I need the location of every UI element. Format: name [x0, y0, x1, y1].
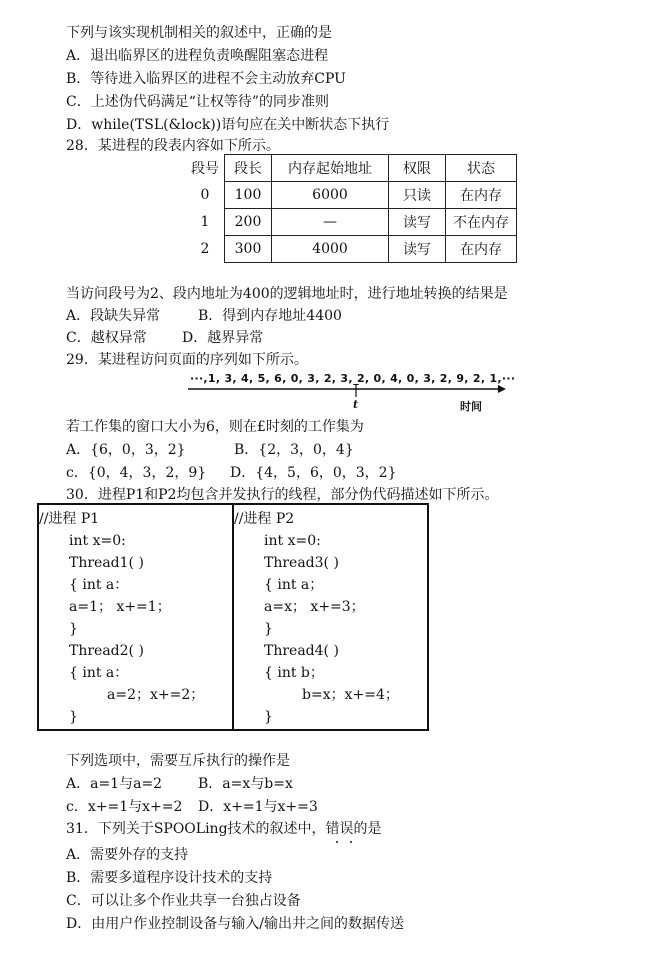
q27-option-a: A．退出临界区的进程负责唤醒阻塞态进程 [66, 48, 329, 64]
q27-option-c: C．上述伪代码满足“让权等待”的同步准则 [66, 94, 330, 110]
table-cell: 4000 [272, 236, 389, 263]
emphasis-dot [336, 841, 338, 843]
time-axis-label: 时间 [460, 400, 482, 413]
table-cell: 2 [200, 241, 210, 257]
col-header-segment-length: 段长 [225, 155, 272, 182]
col-header-start-address: 内存起始地址 [272, 155, 389, 182]
table-cell: 100 [225, 182, 272, 209]
table-row [186, 209, 517, 236]
q29-option-c: c．{0，4，3，2，9} [66, 465, 207, 481]
q28-stem: 28．某进程的段表内容如下所示。 [66, 138, 280, 154]
table-cell: 0 [200, 187, 210, 203]
t-marker-label: t [353, 398, 359, 411]
table-cell: — [272, 209, 389, 236]
q30-option-c: c．x+=1与x+=2 [66, 799, 183, 815]
table-cell: 在内存 [446, 236, 517, 263]
q31-stem: 31．下列关于SPOOLing技术的叙述中，错误的是 [66, 821, 382, 837]
q28-option-c: C．越权异常 [66, 330, 147, 346]
q27-stem: 下列与该实现机制相关的叙述中，正确的是 [66, 25, 332, 41]
p1-code-line: { int a： [69, 665, 129, 681]
table-cell: 不在内存 [446, 209, 517, 236]
p1-code-line: } [69, 709, 78, 725]
p2-code-line: int x=0: [264, 533, 321, 549]
q29-question: 若工作集的窗口大小为6，则在£时刻的工作集为 [66, 419, 364, 435]
p2-code-line: b=x；x+=4； [302, 687, 399, 703]
p2-code-line: } [264, 621, 273, 637]
q29-stem: 29．某进程访问页面的序列如下所示。 [66, 352, 308, 368]
table-row [186, 236, 517, 263]
table-cell: 读写 [389, 236, 446, 263]
q29-option-d: D．{4，5，6，0，3，2} [230, 465, 397, 481]
q31-option-a: A．需要外存的支持 [66, 847, 189, 863]
p2-code-line: { int b； [264, 665, 324, 681]
q30-option-b: B．a=x与b=x [198, 776, 293, 792]
p2-code-line: { int a； [264, 577, 324, 593]
q27-option-d: D．while(TSL(&lock))语句应在关中断状态下执行 [66, 117, 390, 133]
q31-option-d: D．由用户作业控制设备与输入/输出井之间的数据传送 [66, 916, 404, 932]
segment-table-header [186, 155, 517, 182]
table-row [186, 182, 517, 209]
table-cell: 200 [225, 209, 272, 236]
p1-code-line: Thread2( ) [69, 643, 144, 659]
p1-comment: //进程 P1 [39, 511, 100, 527]
col-header-permission: 权限 [389, 155, 446, 182]
pseudocode-box [37, 503, 429, 731]
q28-question: 当访问段号为2、段内地址为400的逻辑地址时，进行地址转换的结果是 [66, 286, 508, 302]
p1-code-line: Thread1( ) [69, 555, 144, 571]
table-cell: 读写 [389, 209, 446, 236]
table-cell: 300 [225, 236, 272, 263]
table-cell: 在内存 [446, 182, 517, 209]
p2-code-line: } [264, 709, 273, 725]
table-cell: 1 [200, 214, 210, 230]
q29-option-a: A．{6，0，3，2} [66, 442, 186, 458]
code-divider [232, 505, 234, 729]
p1-code-line: a=2；x+=2； [107, 687, 205, 703]
q31-option-c: C．可以让多个作业共享一台独占设备 [66, 893, 301, 909]
col-header-segment-no: 段号 [191, 161, 219, 177]
p1-code-line: } [69, 621, 78, 637]
p2-comment: //进程 P2 [234, 511, 295, 527]
q30-question: 下列选项中，需要互斥执行的操作是 [66, 753, 290, 769]
page-access-sequence: ···,1, 3, 4, 5, 6, 0, 3, 2, 3, 2, 0, 4, 0, 3, 2, 9, 2, 1,··· [190, 372, 516, 385]
p2-code-line: a=x； x+=3； [264, 599, 365, 615]
q27-option-b: B．等待进入临界区的进程不会主动放弃CPU [66, 71, 346, 87]
col-header-status: 状态 [446, 155, 517, 182]
p2-code-line: Thread3( ) [264, 555, 339, 571]
q30-option-d: D．x+=1与x+=3 [198, 799, 318, 815]
table-cell: 只读 [389, 182, 446, 209]
q29-option-b: B．{2，3，0，4} [234, 442, 354, 458]
p1-code-line: int x=0: [69, 533, 126, 549]
q30-option-a: A．a=1与a=2 [66, 776, 163, 792]
table-cell: 6000 [272, 182, 389, 209]
q30-stem: 30．进程P1和P2均包含并发执行的线程，部分伪代码描述如下所示。 [66, 487, 499, 503]
emphasis-dot [350, 841, 352, 843]
q28-option-b: B．得到内存地址4400 [198, 308, 342, 324]
segment-table [186, 154, 517, 263]
q31-option-b: B．需要多道程序设计技术的支持 [66, 870, 273, 886]
q28-option-d: D．越界异常 [182, 330, 264, 346]
p1-code-line: a=1； x+=1； [69, 599, 171, 615]
q28-option-a: A．段缺失异常 [66, 308, 161, 324]
p1-code-line: { int a： [69, 577, 129, 593]
p2-code-line: Thread4( ) [264, 643, 339, 659]
